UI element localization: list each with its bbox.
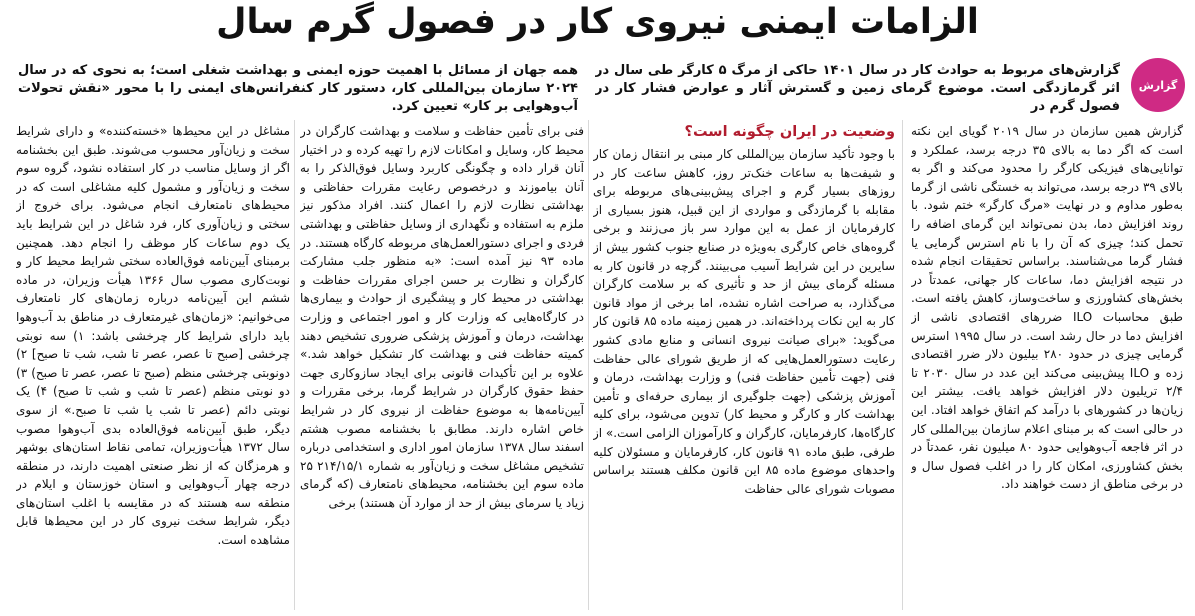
- report-badge: گزارش: [1131, 58, 1185, 112]
- headline: الزامات ایمنی نیروی کار در فصول گرم سال: [216, 2, 979, 42]
- article-column-1: [911, 122, 1183, 610]
- column-text: با وجود تأکید سازمان بین‌المللی کار مبنی بر انتقال زمان کار و شیفت‌ها به ساعات خنک‌تر روز، کاهش ساعت کار در روزهای بسیار گرم و اجرای پیش‌بینی‌های مربوطه برای مقابله با گرمازدگی و مواردی از این قبیل، هنوز بسیاری از کارفرمایان از عمل به این موارد سر باز می‌زنند و برخی گروه‌های خاص کارگری به‌ویژه در صنایع جنوب کشور بیش از سایرین در این شرایط آسیب می‌بینند. گرچه در قانون کار به مسئله گرمای بیش از حد و تأثیری که بر سلامت کارگران می‌گذارد، به صراحت اشاره نشده، اما برخی از مواد قانون کار به این نکات پرداخته‌اند. در همین زمینه ماده ۸۵ قانون کار می‌گوید: «برای صیانت نیروی انسانی و منابع مادی کشور رعایت دستورالعمل‌هایی که از طریق شورای عالی حفاظت فنی (جهت تأمین حفاظت فنی) و وزارت بهداشت، درمان و آموزش پزشکی (جهت جلوگیری از بیماری حرفه‌ای و تأمین بهداشت کار و کارگر و محیط کار) تدوین می‌شود، برای کلیه کارگاه‌ها، کارفرمایان، کارگران و کارآموزان الزامی است.» از طرفی، طبق ماده ۹۱ قانون کار، کارفرمایان و مسئولان کلیه واحدهای موضوع ماده ۸۵ این قانون مکلف هستند براساس مصوبات شورای عالی حفاظت: [593, 147, 895, 496]
- column-text: گزارش همین سازمان در سال ۲۰۱۹ گویای این نکته است که اگر دما به بالای ۳۵ درجه برسد، عملکرد و توانایی‌های فیزیکی کارگر را محدود می‌کند و اگر به بالای ۳۹ درجه برسد، می‌تواند به خستگی ناشی از گرما به‌طور مداوم و در نهایت «مرگ کارگر» ختم شود. با روند افزایش دما، بدن نمی‌تواند این گرمای اضافه را تحمل کند؛ چیزی که آن را با نام استرس گرمایی یا فشار گرما می‌شناسند. براساس تحقیقات انجام شده در نتیجه افزایش دما، ساعات کار جهانی، عمدتاً در بخش‌های کشاورزی و ساخت‌وساز، کاهش یافته است. طبق محاسبات ILO ضررهای اقتصادی ناشی از افزایش دما در حال رشد است. در سال ۱۹۹۵ استرس گرمایی چیزی در حدود ۲۸۰ بیلیون دلار ضرر اقتصادی زده و ILO پیش‌بینی می‌کند این عدد در سال ۲۰۳۰ تا ۲/۴ تریلیون دلار افزایش خواهد یافت. بیشتر این زیان‌ها در کشورهای با درآمد کم اتفاق خواهد افتاد. این در حالی است که بر مبنای اعلام سازمان بین‌المللی کار در اثر فاجعه آب‌وهوایی حدود ۸۰ میلیون نفر، عمدتاً در بخش کشاورزی، امکان کار را در اغلب فصول سال و در برخی مناطق از دست خواهند داد.: [911, 124, 1183, 492]
- article-column-4: [16, 122, 290, 610]
- article-column-3: [300, 122, 584, 610]
- column-divider: [902, 120, 903, 610]
- column-divider: [294, 120, 295, 610]
- column-text: مشاغل در این محیط‌ها «خسته‌کننده» و دارای شرایط سخت و زیان‌آور محسوب می‌شوند. طبق این بخشنامه اگر از وسایل مناسب در کار استفاده نشود، گروه سوم سخت و زیان‌آور و مشمول کلیه مشاغلی است که در محیط‌های نامتعارف انجام می‌شود. برای خروج از سختی و زیان‌آوری کار، فرد شاغل در این شرایط باید یک دوم ساعات کار موظف را انجام دهد. همچنین برمبنای آیین‌نامه فوق‌العاده سختی شرایط محیط کار و نوبت‌کاری مصوب سال ۱۳۶۶ هیأت وزیران، در ماده ششم این آیین‌نامه درباره زمان‌های کار نامتعارف می‌خوانیم: «زمان‌های غیرمتعارف در مناطق بد آب‌وهوا باید دارای شرایط کار چرخشی باشد: ۱) سه نوبتی چرخشی [صبح تا عصر، عصر تا شب، شب تا صبح] ۲) دونوبتی چرخشی منظم (صبح تا عصر، عصر تا صبح) ۳) دو نوبتی منظم (عصر تا شب و شب تا صبح) ۴) یک نوبتی دائم (عصر تا شب یا شب تا صبح.» از سوی دیگر، طبق آیین‌نامه فوق‌العاده بدی آب‌وهوا مصوب سال ۱۳۷۲ هیأت‌وزیران، تمامی نقاط استان‌های بوشهر و هرمزگان که از نظر صنعتی اهمیت دارند، در منطقه درجه چهار آب‌وهوایی و استان خوزستان و ایلام در منطقه سه هستند که در مقایسه با اغلب استان‌های دیگر، شرایط سخت نیروی کار در این محیط‌ها قابل مشاهده است.: [16, 124, 290, 548]
- column-divider: [588, 120, 589, 610]
- section-subhead: وضعیت در ایران چگونه است؟: [684, 124, 895, 140]
- column-text: فنی برای تأمین حفاظت و سلامت و بهداشت کارگران در محیط کار، وسایل و امکانات لازم را تهیه کرده و در اختیار آنان قرار داده و چگونگی کاربرد وسایل فوق‌الذکر را به آنان بیاموزند و درخصوص رعایت مقررات حفاظتی و بهداشتی نظارت لازم را اعمال کنند. افراد مذکور نیز ملزم به استفاده و نگهداری از وسایل حفاظتی و بهداشتی فردی و اجرای دستورالعمل‌های مربوطه کارگاه هستند. در ماده ۹۳ نیز آمده است: «به منظور جلب مشارکت کارگران و نظارت بر حسن اجرای مقررات حفاظت و بهداشتی در محیط کار و پیشگیری از حوادث و بیماری‌ها در کارگاه‌هایی که وزارت کار و امور اجتماعی و وزارت بهداشت، درمان و آموزش پزشکی ضروری تشخیص دهند کمیته حفاظت فنی و بهداشت کار تشکیل خواهد شد.» علاوه بر این تأکیدات قانونی برای ایجاد سازوکاری جهت حفظ حقوق کارگران در شرایط گرما، برخی مقررات و آیین‌نامه‌ها به موضوع حفاظت از نیروی کار در شرایط خاص اشاره دارند. مطابق با بخشنامه مصوب هشتم اسفند سال ۱۳۷۸ سازمان امور اداری و استخدامی درباره تشخیص مشاغل سخت و زیان‌آور به شماره ۲۱۴/۱۵/۱ ۲۵ ماده سوم این بخشنامه، محیط‌های نامتعارف (که گرمای زیاد یا سرمای بیش از حد از موارد آن هستند) برخی: [300, 124, 584, 510]
- lead-right: گزارش‌های مربوط به حوادث کار در سال ۱۴۰۱ حاکی از مرگ ۵ کارگر طی سال در اثر گرمازدگی است. موضوع گرمای زمین و گسترش آثار و عوارض فشار کار در فصول گرم در: [595, 63, 1120, 114]
- lead-left: همه جهان از مسائل با اهمیت حوزه ایمنی و بهداشت شغلی است؛ به نحوی که در سال ۲۰۲۴ سازمان بین‌المللی کار، دستور کار کنفرانس‌های ایمنی را با محور «نقش تحولات آب‌وهوایی بر کار» تعیین کرد.: [18, 63, 578, 114]
- article-column-2: [593, 122, 895, 610]
